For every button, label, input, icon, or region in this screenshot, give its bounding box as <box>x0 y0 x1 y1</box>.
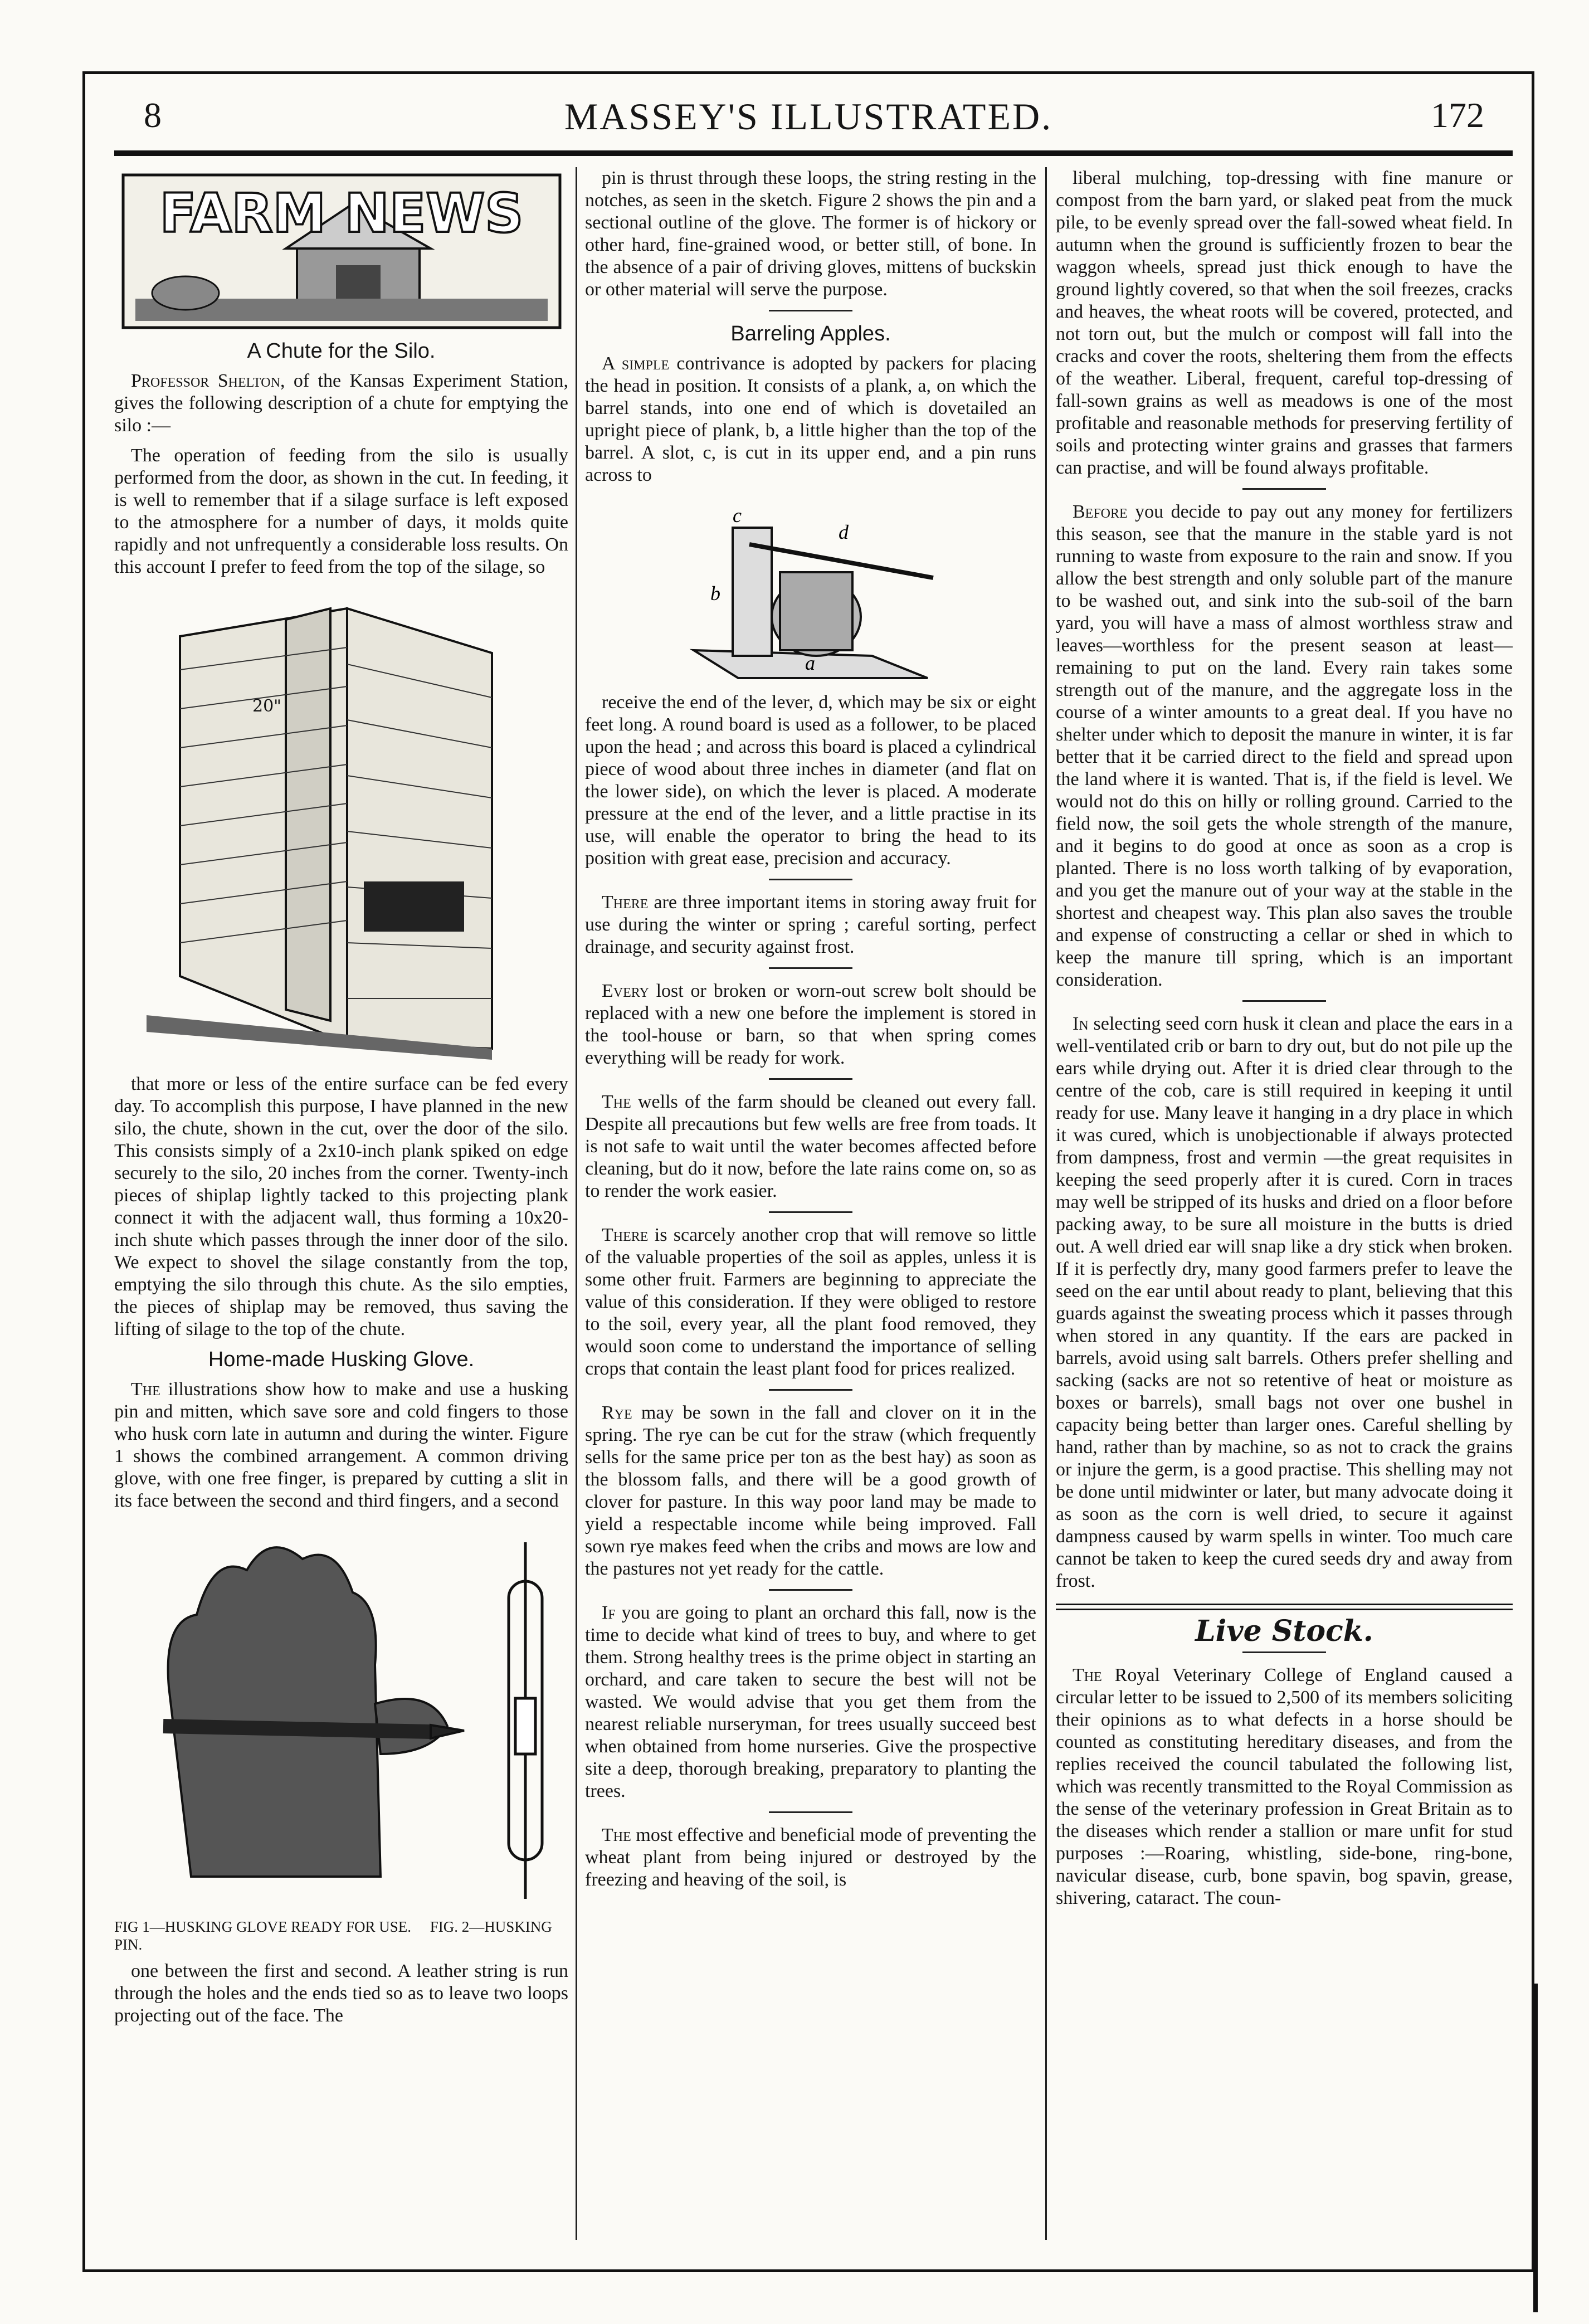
paragraph: Rye may be sown in the fall and clover on it in the spring. The rye can be cut for the straw (which frequently sells for the same price per ton as the best hay) as soon as the blossom falls, and there will be a good growth of clover for pasture. In this way poor land may be made to yield a respectable income while being improved. Fall sown rye makes feed when the cribs and mows are low and the pastures not yet ready for the cattle. <box>585 1402 1037 1579</box>
column-divider <box>1045 167 1047 2240</box>
separator <box>769 310 852 311</box>
label-d: d <box>839 521 849 543</box>
paragraph: A simple contrivance is adopted by packers for placing the head in position. It consists of a plank, a, on which the barrel stands, into one end of which is dovetailed an upright piece of plank, b, a little higher than the top of the barrel. A slot, c, is cut in its upper end, and a pin runs across to <box>585 353 1036 485</box>
separator <box>769 1211 852 1213</box>
separator <box>1242 1651 1326 1653</box>
column-1 <box>114 167 568 2035</box>
paragraph: one between the first and second. A leather string is run through the holes and the ends tied so as to leave two loops projecting out of the face. The <box>114 1961 568 2026</box>
paragraph: There are three important items in storing away fruit for use during the winter or spring ; careful sorting, perfect drainage, and security against frost. <box>585 892 1037 957</box>
label-c: c <box>733 504 742 527</box>
margin-bar <box>1533 1984 1538 2312</box>
label-a: a <box>805 652 815 674</box>
heading-live-stock: Live Stock. <box>1195 1614 1373 1648</box>
double-rule <box>1056 1604 1513 1610</box>
paragraph: Professor Shelton, of the Kansas Experiment Station, gives the following description of a chute for emptying the silo :— <box>114 371 568 436</box>
farm-news-banner-illustration <box>119 170 564 332</box>
paragraph: Before you decide to pay out any money for fertilizers this season, see that the manure in the stable yard is not running to waste from exposure to the rain and snow. If you allow the best strength and only soluble part of the manure to be washed out, and sink into the sub-soil of the barn yard, you will have a mass of almost worthless straw and leaves—worthless for the present season at least—remaining to put on the land. Every rain takes some strength out of the manure, and the aggregate loss in the course of a winter amounts to a great deal. If you have no shelter under which to deposit the manure in winter, it is far better that it be carried direct to the field and spread upon the land where it is wanted. That is, if the field is level. We would not do this on hilly or rolling ground. Carried to the field now, the soil gets the whole strength of the manure, and it begins to do good at once as soon as a crop is planted. There is no loss worth talking of by evaporation, and you get the manure out of your way at the stable in the shortest and cheapest way. This plan also saves the trouble and expense of constructing a cellar or shed in which to keep the manure till spring, which is an important consideration. <box>1056 501 1513 990</box>
column-2 <box>585 167 1036 1899</box>
barrel-press-illustration <box>671 494 950 684</box>
separator <box>769 1811 852 1813</box>
separator <box>1242 1000 1326 1002</box>
separator <box>1242 488 1326 490</box>
page-number-right: 172 <box>1431 95 1484 135</box>
husking-glove-and-pin-illustration <box>119 1520 564 1910</box>
paragraph: The wells of the farm should be cleaned out every fall. Despite all precautions but few wells are free from toads. It is not safe to wait until the water becomes affected before cleaning, but do it now, before the late rains come on, so as to render the work easier. <box>585 1092 1036 1201</box>
column-divider <box>576 167 577 2240</box>
paragraph: Every lost or broken or worn-out screw bolt should be replaced with a new one before the implement is stored in the tool-house or barn, so that when spring comes everything will be ready for work. <box>585 981 1036 1068</box>
heading-barreling-apples: Barreling Apples. <box>730 322 891 345</box>
silo-chute-illustration <box>135 586 548 1065</box>
banner-text: FARM NEWS <box>159 182 523 245</box>
paragraph: There is scarcely another crop that will remove so little of the valuable properties of the soil as apples, unless it is some other fruit. Farmers are beginning to appreciate the value of this consideration. If they were obliged to restore to the soil, every year, all the plant food removed, they would soon come to understand the importance of selling crops that contain the least plant food for prices realized. <box>585 1225 1036 1379</box>
heading-chute-for-silo: A Chute for the Silo. <box>247 339 436 363</box>
separator <box>769 967 852 969</box>
paragraph: receive the end of the lever, d, which may be six or eight feet long. A round board is used as a follower, to be placed upon the head ; and across this board is placed a cylindrical piece of wood about three inches in diameter (and flat on the lower side), on which the lever is placed. A moderate pressure at the end of the lever, and a little practise in its use, will enable the operator to bring the head to its position with great ease, precision and accuracy. <box>585 692 1036 869</box>
separator <box>769 1389 852 1391</box>
page-number-left: 8 <box>144 95 162 135</box>
paragraph: that more or less of the entire surface can be fed every day. To accomplish this purpose, I have planned in the new silo, the chute, shown in the cut, over the door of the silo. This consists simply of a 2x10-inch plank spiked on edge securely to the silo, 20 inches from the corner. Twenty-inch pieces of shiplap lightly tacked to this projecting plank connect it with the adjacent wall, thus forming a 10x20-inch shute which passes through the inner door of the silo. We expect to shovel the silage constantly from the top, emptying the silo through this chute. As the silo empties, the pieces of shiplap may be removed, thus saving the lifting of silage to the top of the chute. <box>114 1074 568 1339</box>
paragraph: The most effective and beneficial mode of preventing the wheat plant from being injured or destroyed by the freezing and heaving of the soil, is <box>585 1825 1037 1890</box>
separator <box>769 1589 852 1591</box>
masthead-title: MASSEY'S ILLUSTRATED. <box>564 95 1053 138</box>
column-3 <box>1056 167 1513 1917</box>
paragraph: If you are going to plant an orchard this fall, now is the time to decide what kind of trees to buy, and where to get them. Strong healthy trees is the prime object in starting an orchard, and care taken to secure the best will not be wasted. We would advise that you get them from the nearest reliable nurseryman, for trees usually succeed best when obtained from home nurseries. Give the prospective site a deep, thorough breaking, preparatory to planting the trees. <box>585 1602 1036 1801</box>
separator <box>769 879 852 880</box>
paragraph: The illustrations show how to make and use a husking pin and mitten, which save sore and cold fingers to those who husk corn late in autumn and during the winter. Figure 1 shows the combined arrangement. A common driving glove, with one free finger, is prepared by cutting a slit in its face between the second and third fingers, and a second <box>114 1379 569 1511</box>
paragraph: In selecting seed corn husk it clean and place the ears in a well-ventilated crib or barn to dry out, but do not pile up the ears while drying out. After it is dried clear through to the centre of the cob, care is still required in keeping it until ready for use. Many leave it hanging in a dry place in which it was cured, which is unobjectionable if always protected from dampness, frost and vermin —the great requisites in keeping the seed properly after it is cured. Corn in traces may well be stripped of its husks and dried on a floor before packing away, to be sure all moisture in the butts is dried out. A well dried ear will snap like a dry stick when broken. If it is perfectly dry, many good farmers prefer to leave the seed on the ear until about ready to plant, believing that this guards against the sweating process which it passes through when stored in any quantity. If the ears are packed in barrels, avoid using salt barrels. Others prefer shelling and sacking (sacks are not so retentive of heat or moisture as boxes or barrels), small bags not over one bushel in capacity being better than larger ones. Careful shelling by hand, rather than by machine, so as not to crack the grains or injure the germ, is a good practise. This shelling may not be done until midwinter or later, but many advocate doing it as soon as the corn is well dried, to secure it against dampness caused by warm spells in winter. Too much care cannot be taken to keep the cured seeds dry and away from frost. <box>1056 1014 1513 1591</box>
caption-fig-2: FIG. 2—HUSKING PIN. <box>114 1918 552 1953</box>
label-b: b <box>710 582 720 605</box>
header-rule <box>114 150 1513 156</box>
chute-width-label: 20" <box>252 696 281 716</box>
paragraph: The operation of feeding from the silo is usually performed from the door, as shown in the cut. In feeding, it is well to remember that if a silage surface is left exposed to the atmosphere for a number of days, it molds quite rapidly and not unfrequently a considerable loss results. On this account I prefer to feed from the top of the silage, so <box>114 445 568 577</box>
caption-fig-1: FIG 1—HUSKING GLOVE READY FOR USE. <box>114 1918 412 1935</box>
paragraph: pin is thrust through these loops, the string resting in the notches, as seen in the sketch. Figure 2 shows the pin and a sectional outline of the glove. The former is of hickory or other hard, fine-grained wood, or better still, of bone. In the absence of a pair of driving gloves, mittens of buckskin or other material will serve the purpose. <box>585 168 1036 300</box>
paragraph: The Royal Veterinary College of England caused a circular letter to be issued to 2,500 of its members soliciting their opinions as to what defects in a horse should be counted as constituting hereditary diseases, and from the replies received the council tabulated the following list, which was recently transmitted to the Royal Commission as the sense of the veterinary profession in Great Britain as to the diseases which render a stallion or mare unfit for stud purposes :—Roaring, whistling, side-bone, ring-bone, navicular disease, curb, bone spavin, bog spavin, grease, shivering, cataract. The coun- <box>1056 1665 1513 1908</box>
figure-captions <box>114 1918 568 1953</box>
separator <box>769 1078 852 1080</box>
heading-husking-glove: Home-made Husking Glove. <box>208 1348 475 1371</box>
paragraph: liberal mulching, top-dressing with fine manure or compost from the barn yard, or slaked peat from the muck pile, to be evenly spread over the fall-sowed wheat field. In autumn when the ground is sufficiently frozen to bear the waggon wheels, spread just thick enough to have the ground lightly covered, so that when the soil freezes, cracks and heaves, the wheat roots will be covered, protected, and not torn out, but the mulch or compost will fall into the cracks and cover the roots, sheltering them from the effects of the weather. Liberal, frequent, careful top-dressing of fall-sown grains as well as meadows is one of the most profitable and reasonable methods for preserving fertility of soils and protecting winter grains and grasses that farmers can practise, and will be found always profitable. <box>1056 168 1513 478</box>
